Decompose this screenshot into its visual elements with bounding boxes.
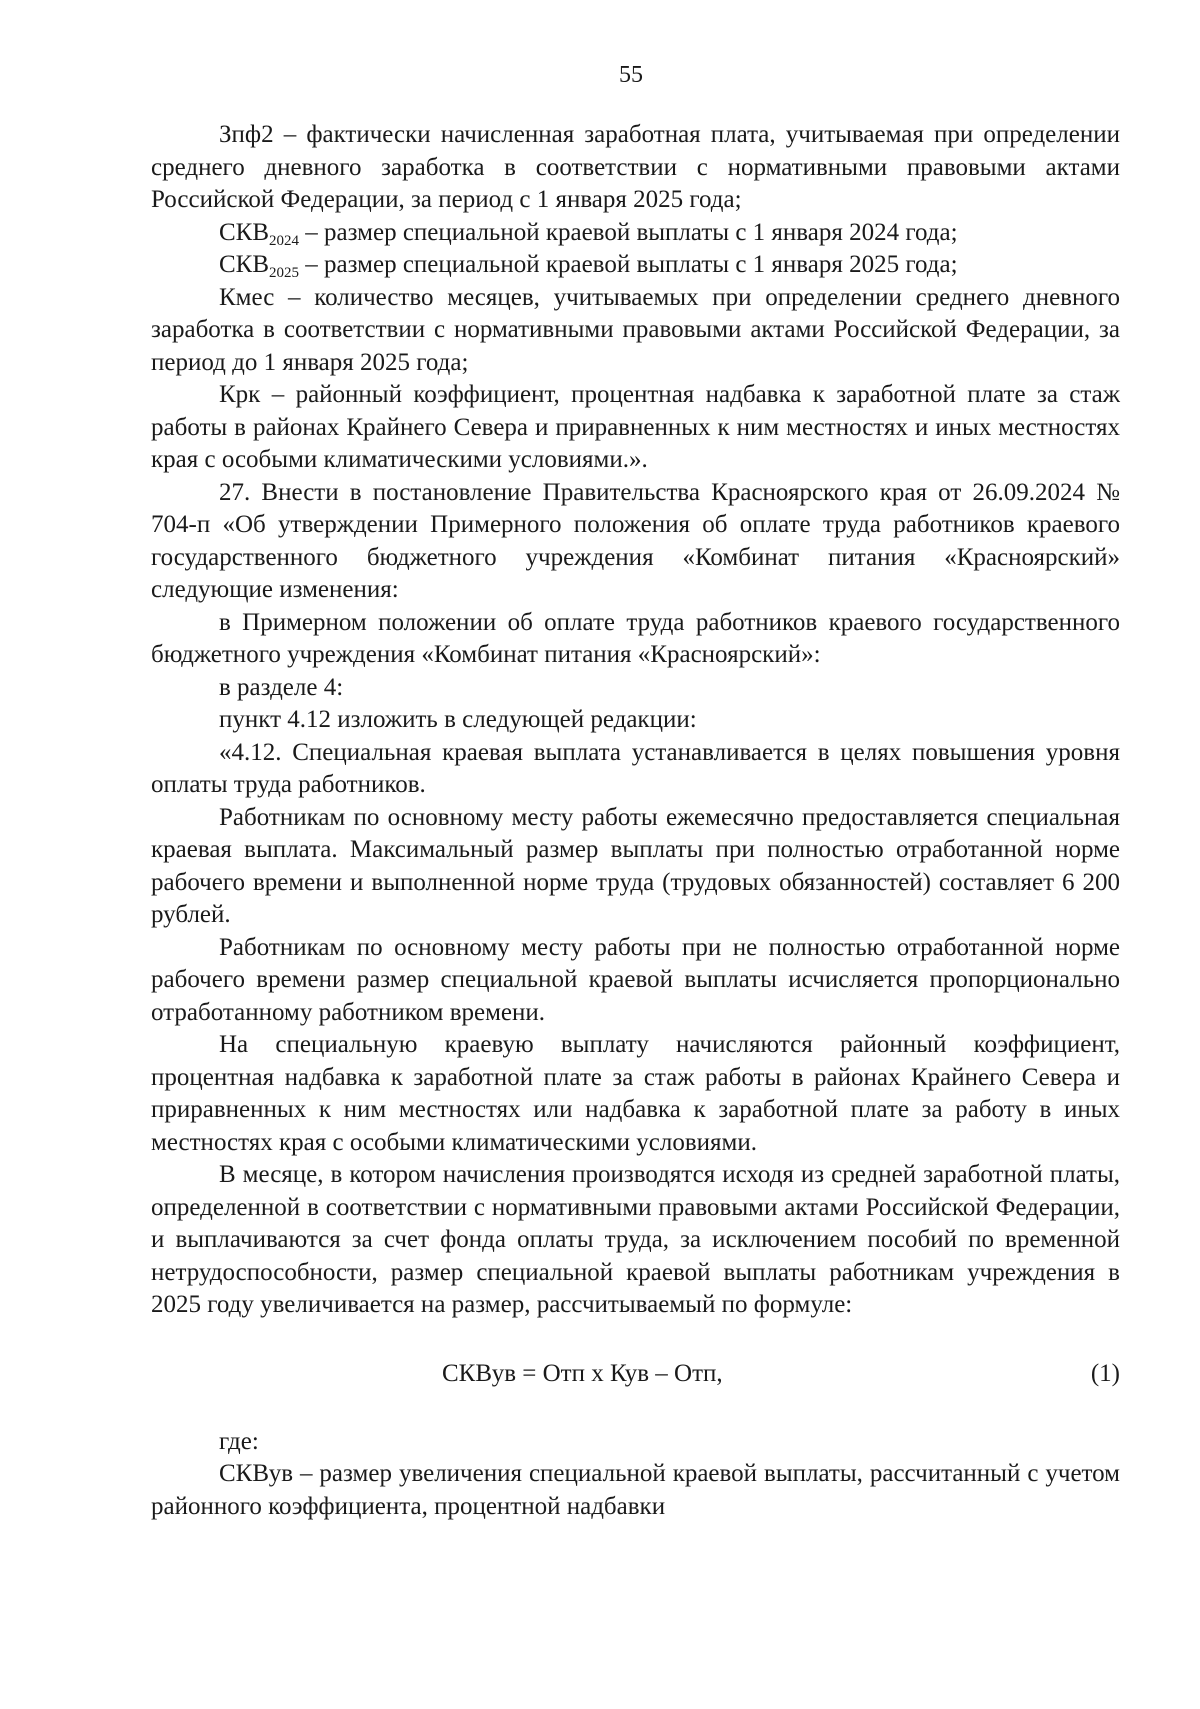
term-subscript: 2025: [269, 265, 300, 281]
paragraph-4-12-text: «4.12. Специальная краевая выплата устанавливается в целях повышения уровня оплаты труда работников.: [151, 738, 1120, 798]
term-definition: – размер специальной краевой выплаты с 1 января 2024 года;: [299, 218, 958, 246]
term-skv: СКВ: [219, 251, 270, 278]
paragraph-month-increase: В месяце, в котором начисления производятся исходя из средней заработной платы, определенной в соответствии с нормативными правовыми актами Российской Федерации, и выплачиваются за счет фонда оплаты труда, за исключением пособий по временной нетрудоспособности, размер специальной краевой выплаты работникам учреждения в 2025 году увеличивается на размер, рассчитываемый по формуле:: [151, 1161, 1120, 1318]
paragraph-in-regulation: в Примерном положении об оплате труда работников краевого государственного бюджетного учреждения «Комбинат питания «Красноярский»:: [151, 608, 1120, 668]
page-number: 55: [619, 62, 643, 88]
paragraph-point-4-12: пункт 4.12 изложить в следующей редакции:: [219, 706, 697, 733]
paragraph-where: где:: [219, 1427, 259, 1455]
paragraph-skv-2025: [151, 249, 1120, 282]
term-subscript: 2024: [269, 232, 300, 249]
paragraph-skvuv: СКВув – размер увеличения специальной краевой выплаты, рассчитанный с учетом районного коэффициента, процентной надбавки: [151, 1460, 1120, 1520]
term-skv: СКВ: [219, 218, 270, 246]
paragraph-krk: Крк – районный коэффициент, процентная надбавка к заработной плате за стаж работы в районах Крайнего Севера и приравненных к ним местностях и иных местностях края с особыми климатическими условиями.».: [151, 381, 1120, 473]
paragraph-proportional: Работникам по основному месту работы при не полностью отработанной норме рабочего времени размер специальной краевой выплаты исчисляется пропорционально отработанному работником времени.: [151, 933, 1120, 1026]
paragraph-item-27: 27. Внести в постановление Правительства Красноярского края от 26.09.2024 № 704-п «Об утверждении Примерного положения об оплате труда работников краевого государственного бюджетного учреждения «Комбинат питания «Красноярский» следующие изменения:: [151, 478, 1120, 603]
paragraph-skv-2024: [151, 217, 1120, 250]
formula-row: [151, 1358, 1120, 1390]
paragraph-section-4: в разделе 4:: [219, 673, 344, 701]
document-body: [151, 119, 1120, 1523]
paragraph-monthly-payment: Работникам по основному месту работы ежемесячно предоставляется специальная краевая выплата. Максимальный размер выплаты при полностью отработанной норме рабочего времени и выполненной норме труда (трудовых обязанностей) составляет 6 200 рублей.: [151, 803, 1120, 928]
paragraph-coefficients: На специальную краевую выплату начисляются районный коэффициент, процентная надбавка к заработной плате за стаж работы в районах Крайнего Севера и приравненных к ним местностях или надбавка к заработной плате за работу в иных местностях края с особыми климатическими условиями.: [151, 1031, 1120, 1156]
paragraph-zpf2: Зпф2 – фактически начисленная заработная плата, учитываемая при определении среднего дневного заработка в соответствии с нормативными правовыми актами Российской Федерации, за период с 1 января 2025 года;: [151, 121, 1120, 213]
paragraph-kmes: Кмес – количество месяцев, учитываемых при определении среднего дневного заработка в соответствии с нормативными правовыми актами Российской Федерации, за период до 1 января 2025 года;: [151, 283, 1120, 376]
term-definition: – размер специальной краевой выплаты с 1 января 2025 года;: [299, 251, 958, 278]
formula-number: (1): [1090, 1359, 1120, 1387]
formula: СКВув = Отп х Кув – Отп,: [442, 1359, 723, 1387]
